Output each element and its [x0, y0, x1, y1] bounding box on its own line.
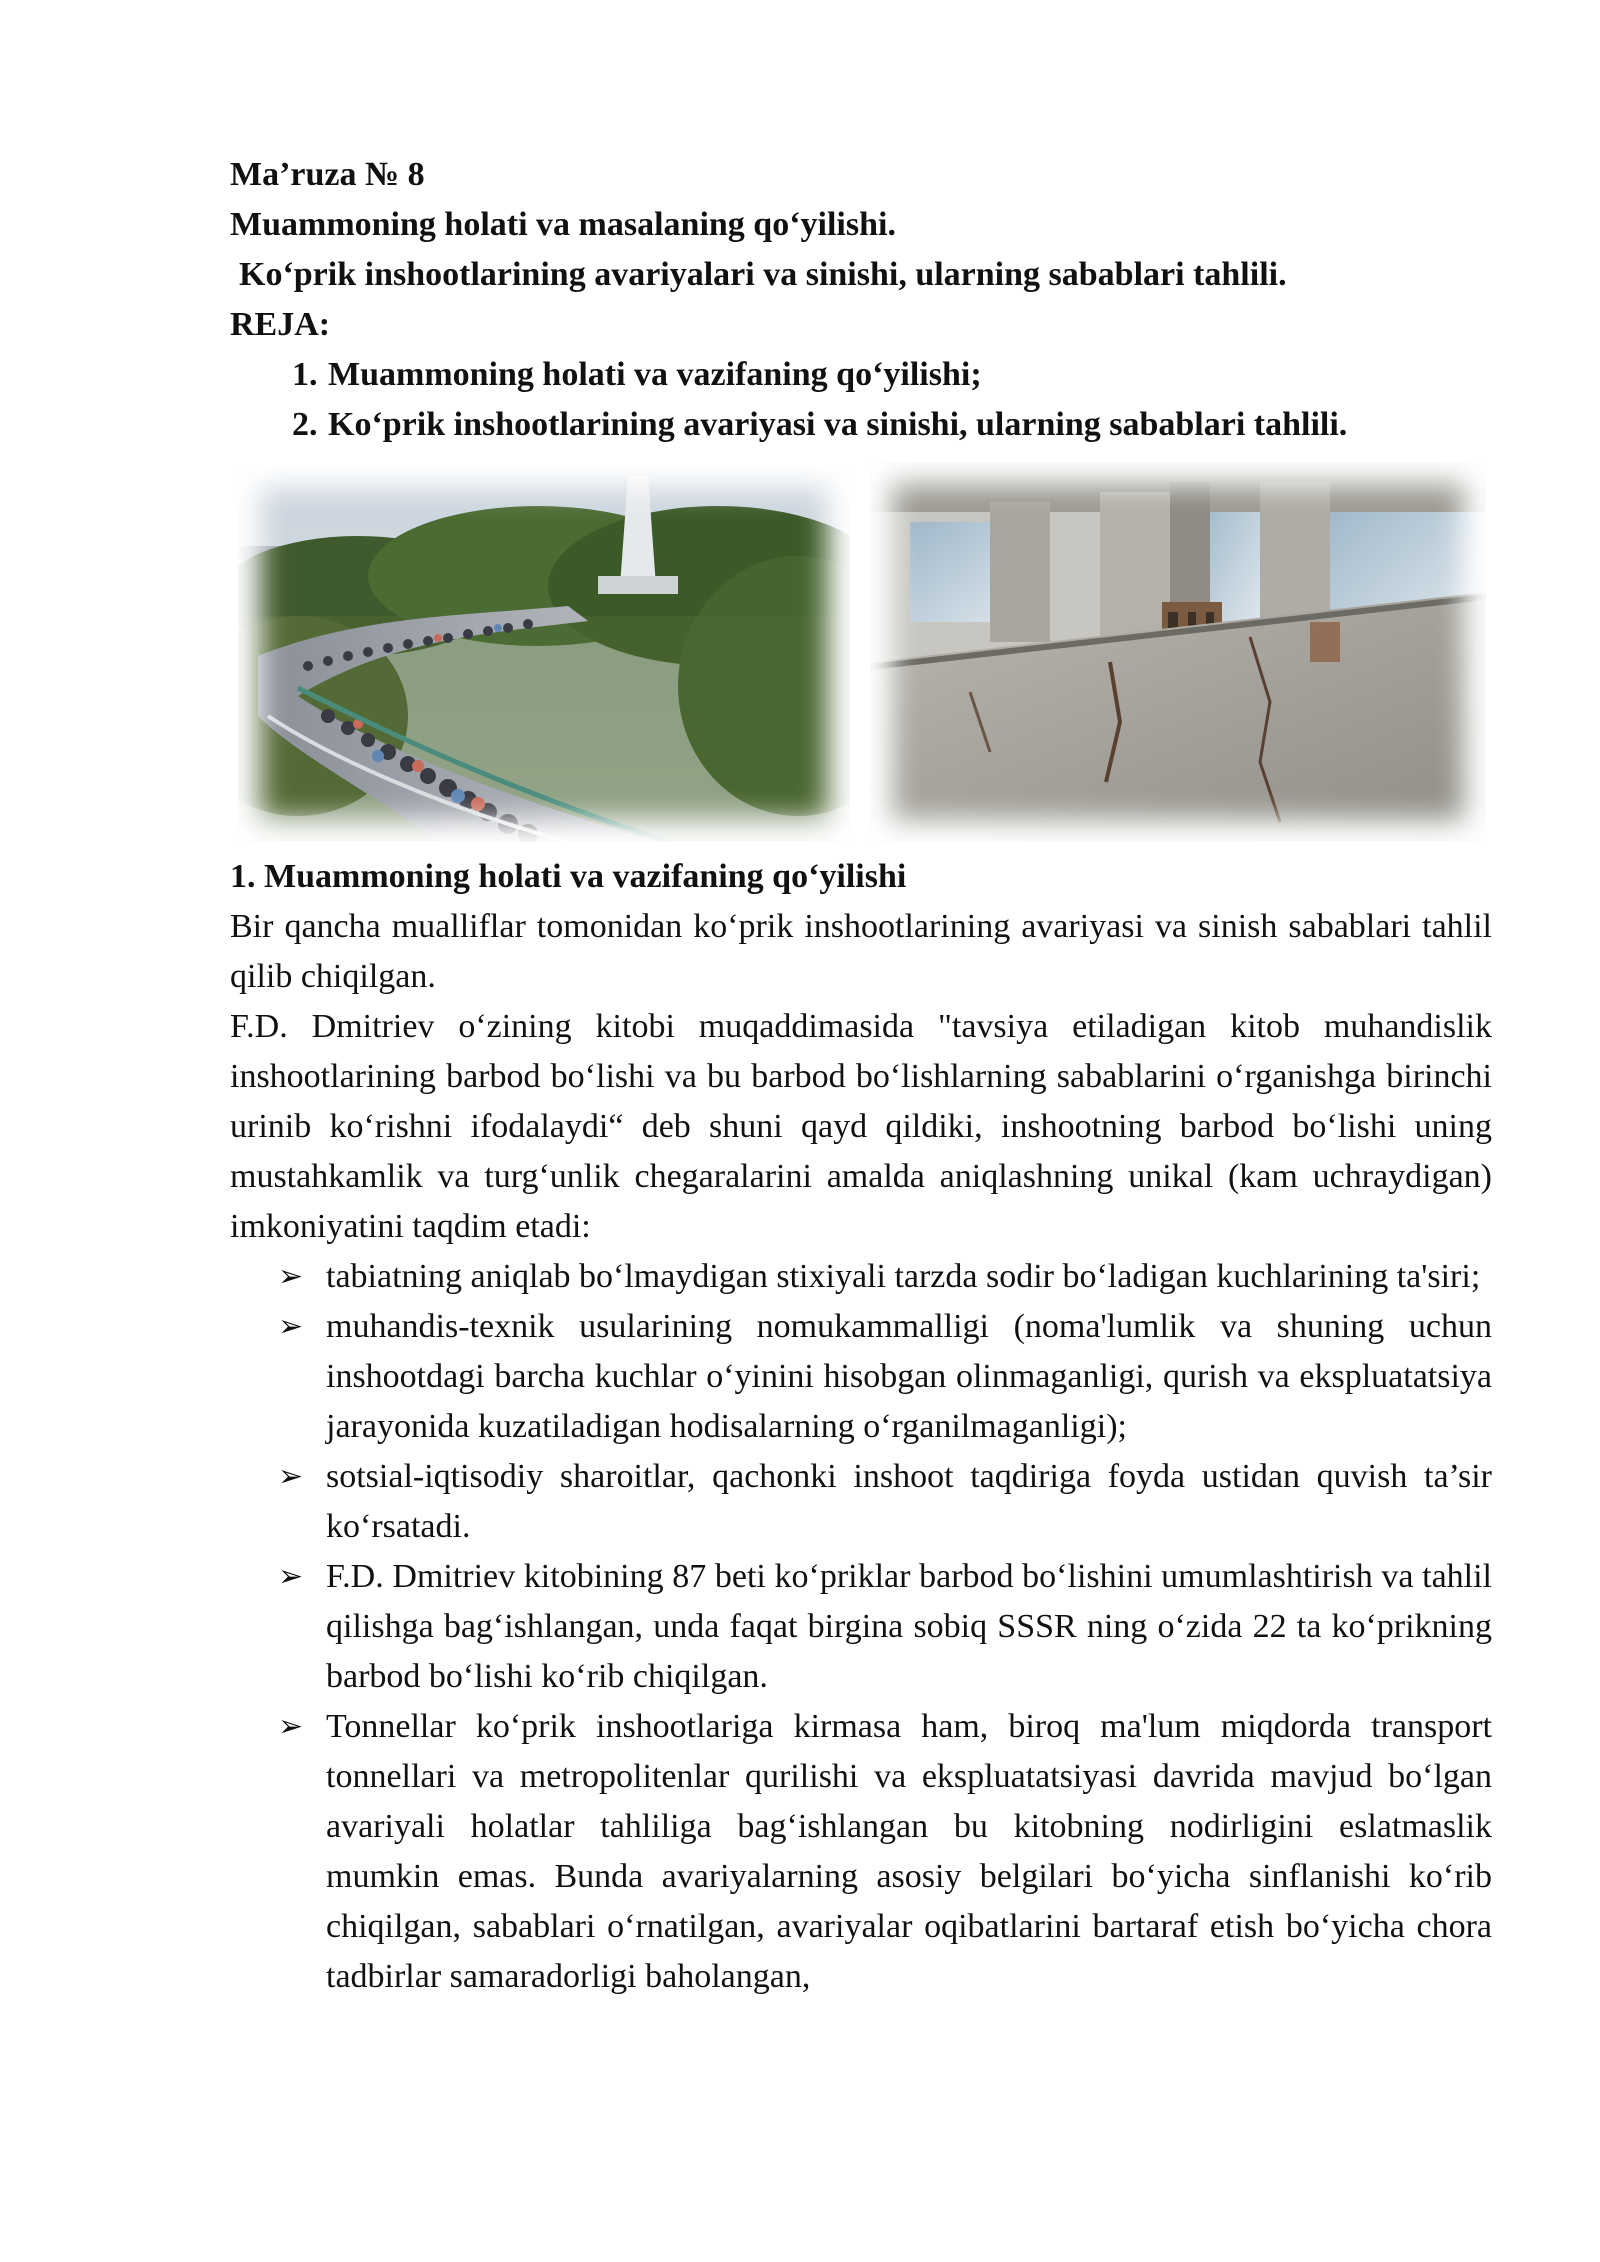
- lecture-number: Ma’ruza № 8: [230, 156, 425, 193]
- plan-label: REJA:: [230, 306, 331, 343]
- list-item: [278, 1552, 1492, 1702]
- document-content: [230, 150, 1492, 2002]
- list-item-text: sotsial-iqtisodiy sharoitlar, qachonki inshoot taqdiriga foyda ustidan quvish ta’sir ko‘rsatadi.: [326, 1458, 1492, 1545]
- section-title: 1. Muammoning holati va vazifaning qo‘yilishi: [230, 858, 907, 895]
- list-item: [278, 1702, 1492, 2002]
- arrow-bullet-icon: ➢: [278, 1309, 304, 1344]
- list-item-text: tabiatning aniqlab bo‘lmaydigan stixiyali tarzda sodir bo‘ladigan kuchlarining ta'siri;: [326, 1258, 1481, 1295]
- lecture-subtitle: Ko‘prik inshootlarining avariyalari va sinishi, ularning sabablari tahlili.: [239, 256, 1287, 293]
- arrow-bullet-icon: ➢: [278, 1259, 304, 1294]
- bullet-list: [230, 1252, 1492, 2002]
- paragraph: F.D. Dmitriev o‘zining kitobi muqaddimasida "tavsiya etiladigan kitob muhandislik inshootlarining barbod bo‘lishi va bu barbod bo‘lishlarning sabablarini o‘rganishga birinchi urinib ko‘rishni ifodalaydi“ deb shuni qayd qildiki, inshootning barbod bo‘lishi uning mustahkamlik va turg‘unlik chegaralarini amalda aniqlashning unikal (kam uchraydigan) imkoniyatini taqdim etadi:: [230, 1008, 1492, 1245]
- arrow-bullet-icon: ➢: [278, 1709, 304, 1744]
- plan-item: 2. Ko‘prik inshootlarining avariyasi va sinishi, ularning sabablari tahlili.: [326, 400, 1492, 450]
- arrow-bullet-icon: ➢: [278, 1559, 304, 1594]
- pedestrian-bridge-crowd-photo: [238, 466, 850, 842]
- plan-list: [230, 350, 1492, 450]
- list-item-text: Tonnellar ko‘prik inshootlariga kirmasa ham, biroq ma'lum miqdorda transport tonnellari va metropolitenlar qurilishi va ekspluatatsiyasi davrida mavjud bo‘lgan avariyali holatlar tahliliga bag‘ishlangan bu kitobning nodirligini eslatmaslik mumkin emas. Bunda avariyalarning asosiy belgilari bo‘yicha sinflanishi ko‘rib chiqilgan, sabablari o‘rnatilgan, avariyalar oqibatlarini bartaraf etish bo‘yicha chora tadbirlar samaradorligi baholangan,: [326, 1708, 1492, 1995]
- damaged-concrete-columns-photo: [870, 462, 1486, 842]
- list-item-text: muhandis-texnik usularining nomukammalligi (noma'lumlik va shuning uchun inshootdagi barcha kuchlar o‘yinini hisobgan olinmaganligi, qurish va ekspluatatsiya jarayonida kuzatiladigan hodisalarning o‘rganilmaganligi);: [326, 1308, 1492, 1445]
- list-item: [278, 1252, 1492, 1302]
- list-item: [278, 1302, 1492, 1452]
- list-item: [278, 1452, 1492, 1552]
- arrow-bullet-icon: ➢: [278, 1459, 304, 1494]
- lecture-title: Muammoning holati va masalaning qo‘yilishi.: [230, 206, 896, 243]
- image-row: [230, 460, 1492, 852]
- list-item-text: F.D. Dmitriev kitobining 87 beti ko‘priklar barbod bo‘lishini umumlashtirish va tahlil qilishga bag‘ishlangan, unda faqat birgina sobiq SSSR ning o‘zida 22 ta ko‘prikning barbod bo‘lishi ko‘rib chiqilgan.: [326, 1558, 1492, 1695]
- paragraph: Bir qancha mualliflar tomonidan ko‘prik inshootlarining avariyasi va sinish sabablari tahlil qilib chiqilgan.: [230, 908, 1492, 995]
- plan-item: 1. Muammoning holati va vazifaning qo‘yilishi;: [326, 350, 1492, 400]
